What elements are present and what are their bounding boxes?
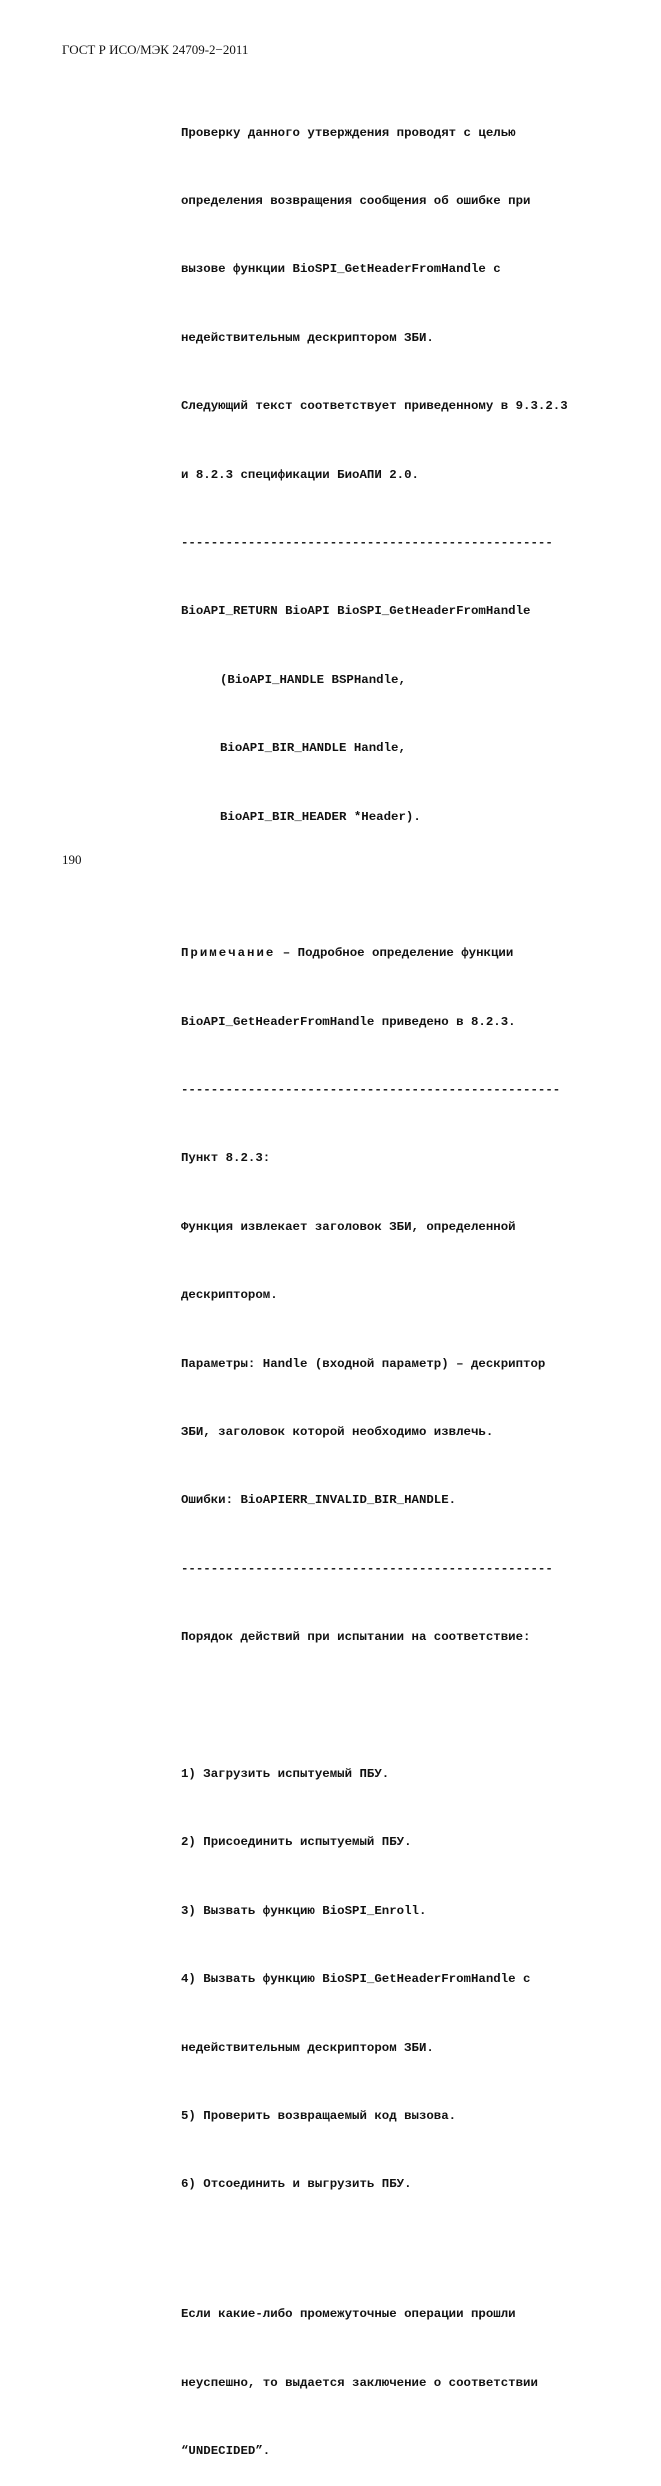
text-line: ЗБИ, заголовок которой необходимо извлечь.	[181, 1425, 494, 1440]
document-header: ГОСТ Р ИСО/МЭК 24709-2−2011	[62, 42, 249, 57]
code-line: BioAPI_BIR_HANDLE Handle,	[220, 741, 406, 756]
separator-line: ---------------------------------------------------	[181, 1083, 561, 1098]
text-line: “UNDECIDED”.	[181, 2444, 271, 2459]
text-line: Проверку данного утверждения проводят с целью	[181, 125, 516, 140]
text-line: BioAPI_GetHeaderFromHandle приведено в 8.2.3.	[181, 1014, 516, 1029]
blank-line	[181, 2242, 621, 2258]
text-line: дескриптором.	[181, 1288, 278, 1303]
blank-line	[181, 874, 621, 897]
text-line: неуспешно, то выдается заключение о соответствии	[181, 2375, 538, 2390]
step-item: 2) Присоединить испытуемый ПБУ.	[181, 1835, 412, 1850]
step-item: 1) Загрузить испытуемый ПБУ.	[181, 1766, 390, 1781]
code-line: BioAPI_BIR_HEADER *Header).	[220, 809, 421, 824]
page-number: 190	[62, 852, 82, 867]
text-line: Ошибки: BioAPIERR_INVALID_BIR_HANDLE.	[181, 1493, 457, 1508]
text-line: Если какие-либо промежуточные операции прошли	[181, 2307, 516, 2322]
step-item: 3) Вызвать функцию BioSPI_Enroll.	[181, 1903, 427, 1918]
document-body	[181, 76, 621, 2486]
step-item: 6) Отсоединить и выгрузить ПБУ.	[181, 2177, 412, 2192]
text-line: Пункт 8.2.3:	[181, 1151, 271, 1166]
text-line: Параметры: Handle (входной параметр) – дескриптор	[181, 1356, 546, 1371]
text-line: Функция извлекает заголовок ЗБИ, определенной	[181, 1219, 516, 1234]
step-item: 4) Вызвать функцию BioSPI_GetHeaderFromHandle с	[181, 1972, 531, 1987]
note-label: Примечание	[181, 946, 276, 961]
blank-line	[181, 1695, 621, 1718]
code-line: (BioAPI_HANDLE BSPHandle,	[220, 672, 406, 687]
text-line: и 8.2.3 спецификации БиоАПИ 2.0.	[181, 467, 419, 482]
text-line: Следующий текст соответствует приведенному в 9.3.2.3	[181, 399, 568, 414]
step-item: 5) Проверить возвращаемый код вызова.	[181, 2108, 457, 2123]
text-line: определения возвращения сообщения об ошибке при	[181, 193, 531, 208]
step-item-continuation: недействительным дескриптором ЗБИ.	[181, 2040, 434, 2055]
separator-line: --------------------------------------------------	[181, 1561, 553, 1576]
text-line: недействительным дескриптором ЗБИ.	[181, 330, 434, 345]
note-line	[181, 942, 621, 965]
note-text: – Подробное определение функции	[275, 946, 514, 961]
text-line: Порядок действий при испытании на соответствие:	[181, 1630, 531, 1645]
separator-line: --------------------------------------------------	[181, 535, 553, 550]
text-line: вызове функции BioSPI_GetHeaderFromHandle с	[181, 262, 501, 277]
code-line: BioAPI_RETURN BioAPI BioSPI_GetHeaderFromHandle	[181, 604, 531, 619]
